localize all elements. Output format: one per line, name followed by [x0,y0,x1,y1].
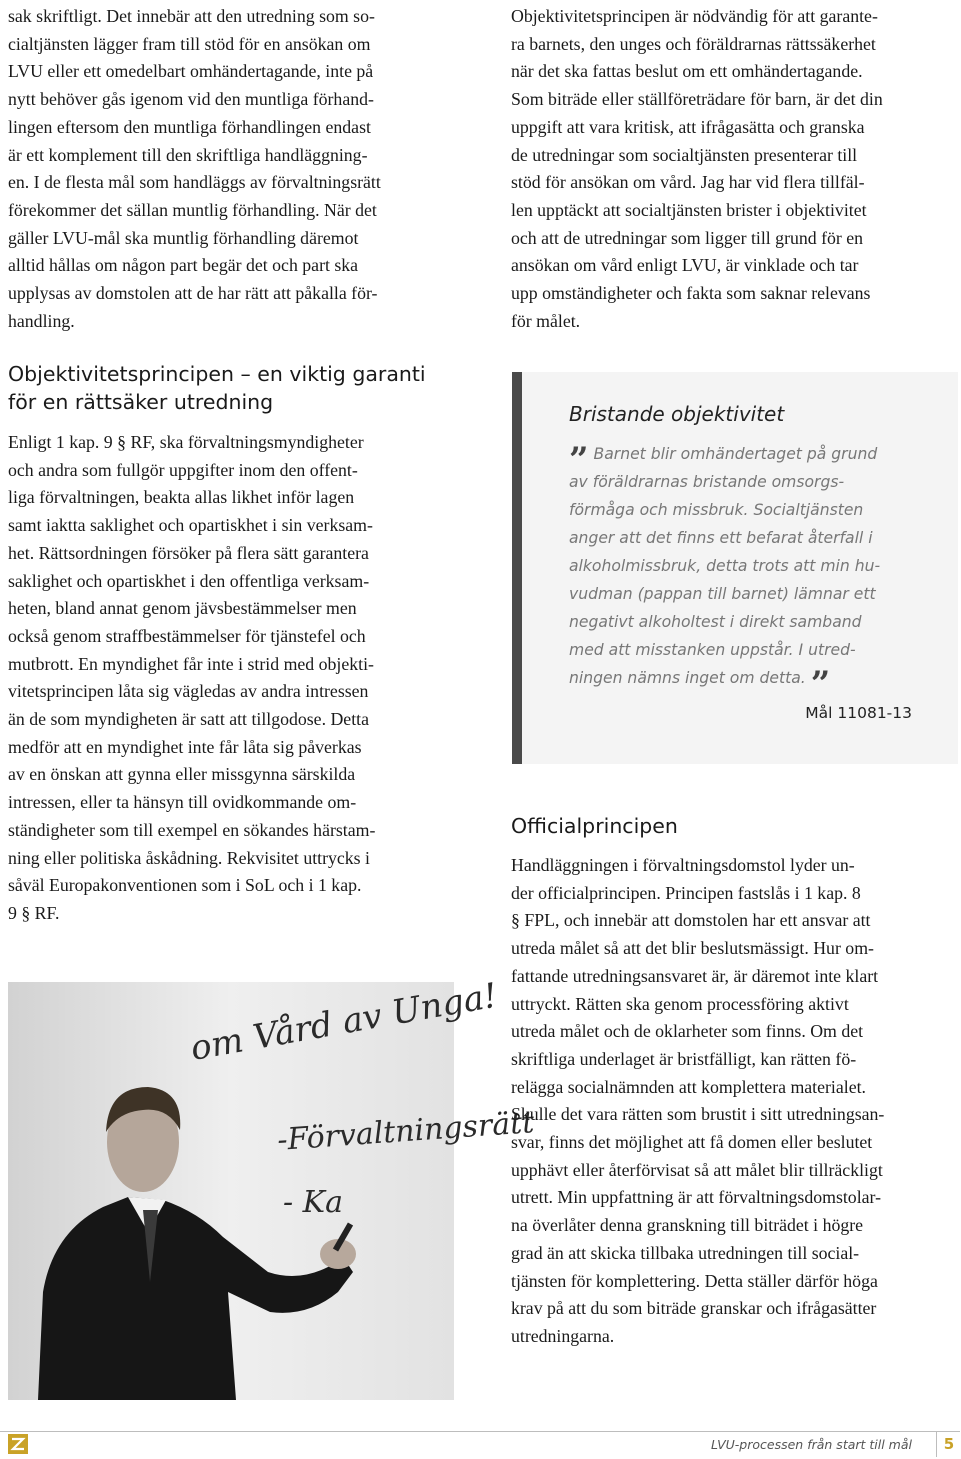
quote-title: Bristande objektivitet [569,402,785,426]
text-line: ra barnets, den unges och föräldrarnas rättssäkerhet [511,33,876,54]
text-line: av en önskan att gynna eller missgynna särskilda [8,764,356,785]
text-line: skriftliga underlaget är bristfälligt, kan rätten fö- [511,1048,857,1069]
text-line: svar, finns det möjlighet att få domen eller beslutet [511,1132,873,1153]
text-line: intressen, eller ta hänsyn till ovidkommande om- [8,792,357,813]
text-line: len upptäckt att socialtjänsten brister i objektivitet [511,199,867,220]
text-line: lingen eftersom den muntliga förhandlingen endast [8,116,371,137]
text-line: handling. [8,310,75,331]
text-line: förmåga och missbruk. Socialtjänsten [569,501,864,519]
section-heading-official: Officialprincipen [511,814,678,838]
text-line: de utredningar som socialtjänsten presenterar till [511,144,858,165]
text-line: grad än att skicka tillbaka utredningen till social- [511,1242,860,1263]
whiteboard-illustration [8,975,536,1400]
section-heading-objektivitet [8,360,426,416]
text-line: alltid hållas om någon part begär det och part ska [8,255,359,276]
text-line: förekommer det sällan muntlig förhandling. När det [8,199,377,220]
text-line: utredningarna. [511,1325,615,1346]
text-line: stöd för ansökan om vård. Jag har vid flera tillfäl- [511,172,865,193]
close-quote-mark: ” [810,664,831,704]
text-line: utrett. Min uppfattning är att förvaltningsdomstolar- [511,1187,882,1208]
text-line: alkoholmissbruk, detta trots att min hu- [569,557,881,575]
text-line: vitetsprincipen låta sig vägledas av andra intressen [8,681,369,702]
text-line: saklighet och opartiskhet i den offentliga verksam- [8,570,370,591]
open-quote-mark: ” [569,440,589,480]
text-line: samt iaktta saklighet och opartiskhet i sin verksam- [8,515,373,536]
text-line: med att misstanken uppstår. I utred- [569,641,856,659]
logo-mark [8,1434,28,1454]
text-line: nytt behöver gås igenom vid den muntliga förhand- [8,89,374,110]
text-line: upp omständigheter och fakta som saknar relevans [511,283,871,304]
text-line: sak skriftligt. Det innebär att den utredning som so- [8,6,375,26]
quote-text [569,440,912,704]
left-top-paragraph [8,3,454,335]
text-line: Barnet blir omhändertaget på grund [593,445,878,463]
photo-man-at-whiteboard [8,975,536,1400]
text-line: mutbrott. En myndighet får inte i strid med objekti- [8,653,374,674]
text-line: der officialprincipen. Principen fastslås i 1 kap. 8 [511,882,861,903]
text-line: ständigheter som till exempel en sökandes härstam- [8,819,376,840]
text-line: heten, bland annat genom jävsbestämmelser men [8,598,357,619]
text-line: utreda målet och de oklarheter som finns. Om det [511,1021,864,1042]
text-line: Objektivitetsprincipen är nödvändig för att garante- [511,6,878,26]
text-line: är ett komplement till den skriftliga handläggning- [8,144,368,165]
whiteboard-text: -Förvaltningsrätt [276,1105,536,1158]
objektivitet-paragraph [8,429,454,928]
text-line: ansökan om vård enligt LVU, är vinklade och tar [511,255,859,276]
text-line: uppgift att vara kritisk, att ifrågasätta och granska [511,116,865,137]
quote-accent-bar [512,372,522,764]
text-line: tjänsten för komplettering. Detta ställer därför höga [511,1270,878,1291]
text-line: het. Rättsordningen försöker på flera sätt garantera [8,542,369,563]
text-line: och att de utredningar som ligger till grund för en [511,227,864,248]
text-line: vudman (pappan till barnet) lämnar ett [569,585,876,603]
right-top-paragraph [511,3,958,335]
text-line: för målet. [511,310,581,331]
text-line: 9 § RF. [8,902,60,923]
text-line: relägga socialnämnden att komplettera materialet. [511,1076,866,1097]
page-number: 5 [936,1431,961,1457]
quote-box [512,372,958,764]
quote-reference: Mål 11081-13 [805,704,912,722]
text-line: ningen nämns inget om detta. [569,669,806,687]
text-line: utreda målet så att det blir beslutsmässigt. Hur om- [511,938,874,959]
heading-line: Objektivitetsprincipen – en viktig garanti [8,362,426,386]
text-line: Enligt 1 kap. 9 § RF, ska förvaltningsmyndigheter [8,432,364,452]
text-line: negativt alkoholtest i direkt samband [569,613,862,631]
text-line: av föräldrarnas bristande omsorgs- [569,473,845,491]
text-line: anger att det finns ett befarat återfall i [569,529,873,547]
heading-line: för en rättsäker utredning [8,390,274,414]
text-line: också genom straffbestämmelser för tjänstefel och [8,625,366,646]
whiteboard-text: om Vård av Unga! [187,975,501,1069]
text-line: na överlåter denna granskning till biträdet i högre [511,1215,864,1236]
text-line: cialtjänsten lägger fram till stöd för en ansökan om [8,33,371,54]
text-line: upplysas av domstolen att de har rätt att påkalla för- [8,283,378,304]
text-line: Handläggningen i förvaltningsdomstol lyder un- [511,855,855,875]
text-line: än de som myndigheten är satt att tillgodose. Detta [8,709,369,730]
text-line: en. I de flesta mål som handläggs av förvaltningsrätt [8,172,381,193]
text-line: och andra som fullgör uppgifter inom den offent- [8,459,358,480]
text-line: när det ska fattas beslut om ett omhändertagande. [511,61,863,82]
quote-last-line [569,664,912,704]
text-line: krav på att du som biträde granskar och ifrågasätter [511,1298,877,1319]
text-line: såväl Europakonventionen som i SoL och i 1 kap. [8,875,362,896]
text-line: Skulle det vara rätten som brustit i sitt utredningsan- [511,1104,885,1125]
text-line: ning eller politiska åskådning. Rekvisitet uttrycks i [8,847,370,868]
footer-publication-title: LVU-processen från start till mål [711,1437,912,1452]
text-line: gäller LVU-mål ska muntlig förhandling däremot [8,227,359,248]
text-line: uttryckt. Rätten ska genom processföring aktivt [511,993,849,1014]
text-line: fattande utredningsansvaret är, är däremot inte klart [511,965,879,986]
text-line: liga förvaltningen, beakta allas likhet inför lagen [8,487,355,508]
quote-first-line [569,440,912,480]
publisher-logo [8,1434,28,1454]
text-line: Som biträde eller ställföreträdare för barn, är det din [511,89,883,110]
text-line: medför att en myndighet inte får låta sig påverkas [8,736,362,757]
whiteboard-text: - Ka [283,1185,343,1220]
text-line: LVU eller ett omedelbart omhändertagande, inte på [8,61,374,82]
official-paragraph [511,852,958,1351]
text-line: upphävt eller återförvisat så att målet blir tillräckligt [511,1159,883,1180]
text-line: § FPL, och innebär att domstolen har ett ansvar att [511,910,871,931]
